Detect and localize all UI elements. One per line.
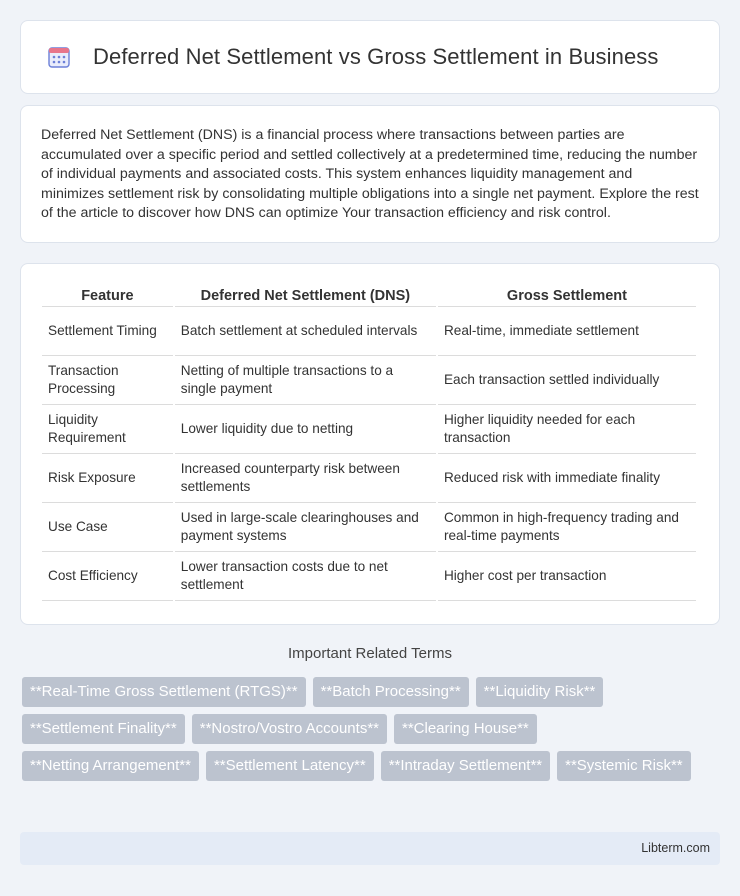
table-cell-dns: Increased counterparty risk between settlements xyxy=(175,454,436,503)
table-cell-feature: Transaction Processing xyxy=(42,356,173,405)
table-row xyxy=(42,503,696,552)
table-cell-gross: Higher cost per transaction xyxy=(438,552,696,601)
table-cell-feature: Risk Exposure xyxy=(42,454,173,503)
related-term-tag[interactable]: **Clearing House** xyxy=(394,714,537,744)
table-cell-dns: Used in large-scale clearinghouses and payment systems xyxy=(175,503,436,552)
related-term-tag[interactable]: **Real-Time Gross Settlement (RTGS)** xyxy=(22,677,306,707)
table-cell-feature: Use Case xyxy=(42,503,173,552)
calendar-grid-icon xyxy=(47,45,71,69)
table-cell-gross: Common in high-frequency trading and real-time payments xyxy=(438,503,696,552)
related-terms-title: Important Related Terms xyxy=(288,645,452,662)
table-cell-gross: Each transaction settled individually xyxy=(438,356,696,405)
intro-card xyxy=(20,105,720,243)
related-term-tag[interactable]: **Netting Arrangement** xyxy=(22,751,199,781)
table-cell-dns: Netting of multiple transactions to a single payment xyxy=(175,356,436,405)
comparison-table-card xyxy=(20,263,720,625)
related-term-tag[interactable]: **Settlement Latency** xyxy=(206,751,374,781)
table-cell-gross: Reduced risk with immediate finality xyxy=(438,454,696,503)
table-cell-gross: Higher liquidity needed for each transaction xyxy=(438,405,696,454)
table-row xyxy=(42,356,696,405)
related-term-tag[interactable]: **Liquidity Risk** xyxy=(476,677,604,707)
intro-paragraph: Deferred Net Settlement (DNS) is a financial process where transactions between parties are accumulated over a specific period and settled collectively at a predetermined time, reducing the number of individual payments and associated costs. This system enhances liquidity management and minimizes settlement risk by consolidating multiple obligations into a single net payment. Explore the rest of the article to discover how DNS can optimize Your transaction efficiency and risk control. xyxy=(41,127,699,222)
footer xyxy=(20,832,720,865)
related-term-tag[interactable]: **Nostro/Vostro Accounts** xyxy=(192,714,387,744)
related-terms-tags xyxy=(22,677,722,788)
table-cell-dns: Lower liquidity due to netting xyxy=(175,405,436,454)
table-header-row xyxy=(42,286,696,307)
table-cell-dns: Lower transaction costs due to net settlement xyxy=(175,552,436,601)
related-term-tag[interactable]: **Batch Processing** xyxy=(313,677,469,707)
table-row xyxy=(42,405,696,454)
table-cell-feature: Settlement Timing xyxy=(42,307,173,356)
table-row xyxy=(42,552,696,601)
header-gross: Gross Settlement xyxy=(438,286,696,307)
table-row xyxy=(42,307,696,356)
footer-site-link[interactable]: Libterm.com xyxy=(641,841,710,855)
table-cell-gross: Real-time, immediate settlement xyxy=(438,307,696,356)
comparison-table xyxy=(40,286,698,601)
header-card xyxy=(20,20,720,94)
table-cell-feature: Liquidity Requirement xyxy=(42,405,173,454)
related-term-tag[interactable]: **Settlement Finality** xyxy=(22,714,185,744)
table-row xyxy=(42,454,696,503)
related-term-tag[interactable]: **Systemic Risk** xyxy=(557,751,691,781)
header-feature: Feature xyxy=(42,286,173,307)
table-cell-dns: Batch settlement at scheduled intervals xyxy=(175,307,436,356)
related-term-tag[interactable]: **Intraday Settlement** xyxy=(381,751,550,781)
table-cell-feature: Cost Efficiency xyxy=(42,552,173,601)
header-dns: Deferred Net Settlement (DNS) xyxy=(175,286,436,307)
page-title: Deferred Net Settlement vs Gross Settlement in Business xyxy=(93,44,659,69)
